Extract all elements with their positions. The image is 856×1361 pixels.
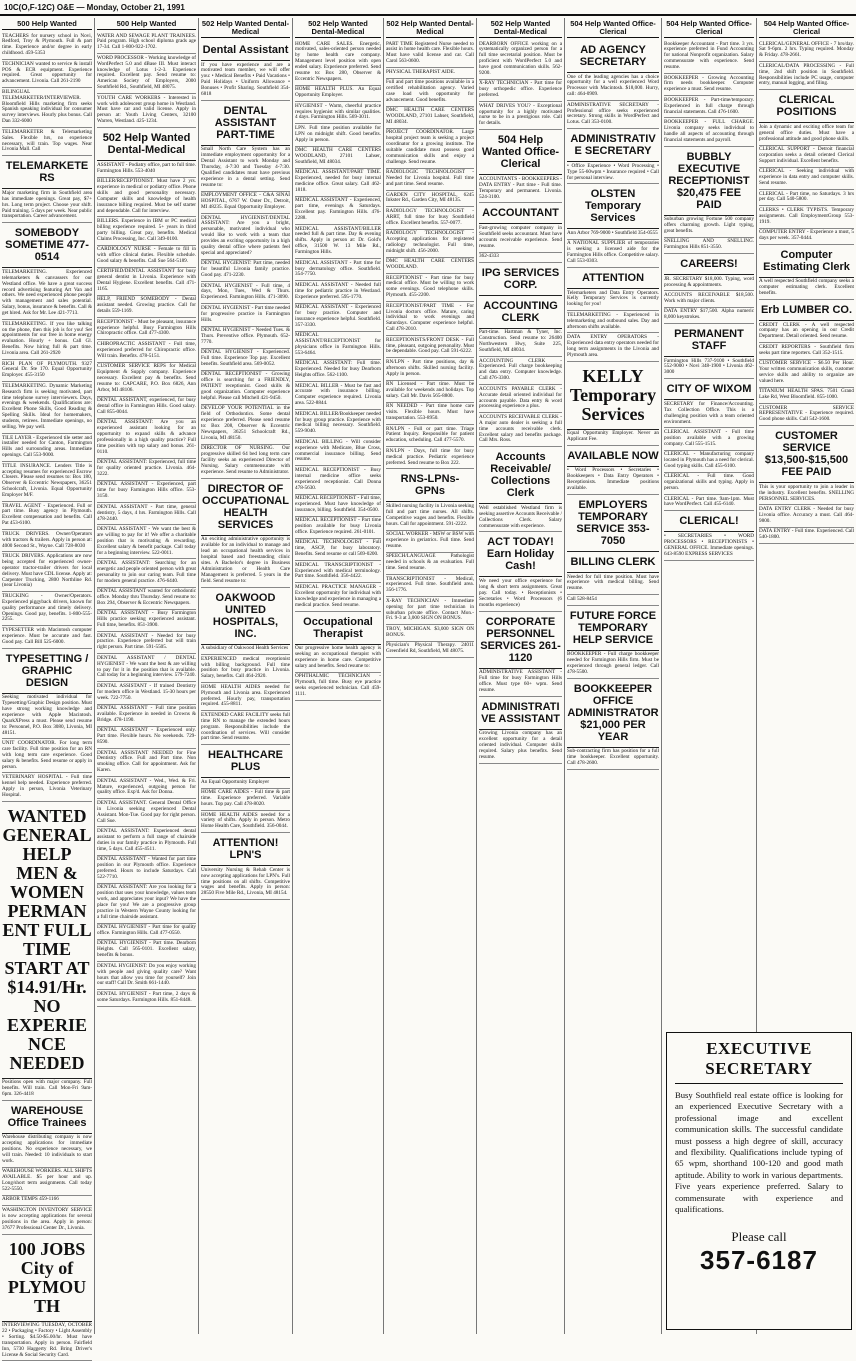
classified-ad: BILLER/RECEPTIONIST. Must have 2 yrs. experience in medical or podiatry office. Phone skills and good personality necessary. Computer skills and knowledge of health insurance billing required. Must be self starter and dependable. Call for interview. (97, 178, 196, 218)
classified-ad: Suburban growing Fortune 500 company offers charming growth. Light typing, great benefits. (664, 216, 754, 238)
classified-ad: Needed for full time position. Must have experience with medical billing. Send resume. (567, 573, 659, 595)
classified-ad: Major marketing firm in Southfield area has immediate openings. Great pay, $7+ hrs. Long term project. Choose your shift. Paid training. 5 days per week. Near public transportation. Career advancement. (2, 189, 92, 223)
classified-ad: PART TIME Registered Nurse needed to assist in home health care. Flexible hours. Must have valid license and car. Call Carol 563-0600. (386, 40, 474, 68)
classified-ad: WASHINGTON INVENTORY SERVICE is now accepting applications for several positions in the area. Apply in person: 37677 Professional Center Dr., Livonia. (2, 1206, 92, 1234)
classified-ad: OLSTEN Temporary Services (567, 184, 659, 229)
classified-ad: Seeking motivated individual for Typesetting/Graphic Design position. Must have strong working knowledge and experience with Apple Macintosh. QuarkXPress a must. Please send resume to: Personnel, P.O. Box 3080, Livonia, MI 48151. (2, 694, 92, 740)
classified-ad: LPN. Full time position available for LPN on midnight shift. Good benefits. Apply in person. (295, 124, 381, 146)
classified-ad: RADIOLOGY TECHNOLOGIST - ARRT, full time for busy Southfield office. Excellent benefits. 557-0077. (386, 207, 474, 229)
classified-ad: RN/LPN - Part time positions, day & afternoon shifts. Skilled nursing facility. Apply in person. (386, 358, 474, 380)
classified-ad: EXTENDED CARE FACILITY seeks full time RN to manage the extended hours program. Responsibilities include the coordination of services. Will consider part time. Send resume. (201, 711, 290, 745)
classified-ad: Accounts Receivable/ Collections Clerk (479, 447, 562, 504)
classified-ad: PHYSICAL THERAPIST AIDE. (386, 68, 474, 78)
classified-ad: HYGIENIST - Warm, cheerful practice requires hygienist with similar qualities. 4 days. Farmington Hills. 569-3011. (295, 102, 381, 124)
classified-ad: • Word Processors • Secretaries • Bookkeepers • Data Entry Operators • Receptionists. Immediate positions available. (567, 467, 659, 495)
classified-ad: WAREHOUSE Office Trainees (2, 1101, 92, 1134)
classified-ad: DENTAL ASSISTANT - If trained Dentistry for modern office in Westland. 15-30 hours per week. 722-7750. (97, 682, 196, 704)
classified-ad: DENTAL HYGIENIST - Part time needed for progressive practice in Farmington Hills. (201, 304, 290, 326)
classified-ad: CREDIT REPORTERS - Southfield firm seeks part time reporters. Call 352-1515. (759, 343, 854, 359)
ad-title: EXECUTIVE SECRETARY (675, 1039, 843, 1084)
classified-ad: Equal Opportunity Employer. Never an Applicant Fee. (567, 430, 659, 446)
classified-ad: HOME HEALTH AIDES needed for Plymouth and Livonia area. Experienced preferred. Hourly pay, transportation required. 455-8811. (201, 683, 290, 711)
classified-ad: • SECRETARIES • WORD PROCESSORS • RECEPTIONISTS • GENERAL OFFICE. Immediate openings. 643-8590 EXPRESS SERVICES (664, 532, 754, 560)
classified-ad: An Equal Opportunity Employer (201, 778, 290, 788)
classified-ad: DMC HEALTH CARE CENTERS WOODLAND. (386, 258, 474, 274)
classified-ad: DENTAL ASSISTANT - Full time position available. Experience in needed in Crowns & Bridge. 478-1190. (97, 705, 196, 727)
classified-ad: SOMEBODY SOMETIME 477-0514 (2, 223, 92, 268)
classified-ad: CUSTOMER SERVICE REPS for Medical Equipment & Supply company. Experience necessary. Excellent pay & benefits. Send resume to: CAPCARE, P.O. Box 6826, Ann Arbor, MI 48106. (97, 363, 196, 397)
classified-ad: CAREERS! (664, 254, 754, 275)
classified-ad: A NATIONAL SUPPLIER of temporaries is seeking a licensed aide for the Farmington Hills office. Competitive salary. Call 553-0303. (567, 240, 659, 268)
classified-ad: DENTAL HYGIENIST - Needed Tues. & Thurs. Preventive office. Plymouth. 652-7770. (201, 327, 290, 349)
classified-ad: DIRECTOR OF OCCUPATIONAL HEALTH SERVICES (201, 479, 290, 536)
column-heading: 504 Help Wanted Office-Clerical (567, 18, 659, 38)
ad-call-label: Please call (675, 1229, 843, 1245)
classified-ad: RICH PLAN OF PLYMOUTH. 9327 General Dr. Ste 170. Equal Opportunity Employer. 455-3150 (2, 360, 92, 382)
classified-ad: MEDICAL RECEPTIONIST - Busy internal medicine office seeks experienced receptionist. Call Donna 478-5630. (295, 466, 381, 494)
classified-ad: DENTAL HYGIENIST - Part time. Dearborn Heights. Call 565-0101. Excellent salary, benefits & bonus. (97, 940, 196, 962)
classified-ad: RADIOLOGY TECHNOLOGIST - Accepting applications for registered radiology technologist. Full time, midnight shift. 456-2000. (386, 230, 474, 258)
classified-ad: MEDICAL TECHNOLOGIST - Full time, ASCP, for busy laboratory. Benefits. Send resume or call 569-0200. (295, 539, 381, 561)
classified-ad: TELEMARKETING - Experienced in telemarketing and outbound sales. Day and afternoon shifts available. (567, 311, 659, 333)
classified-ad: MEDICAL TRANSCRIPTIONIST - Experienced with medical terminology. Part time. Southfield. 356-4422. (295, 561, 381, 583)
classified-ad: OPHTHALMIC TECHNICIAN - Plymouth, full time. Busy eye practice seeks experienced technician. Call 459-1111. (295, 673, 381, 701)
classified-ad: Call 528-8454 (567, 595, 659, 605)
classified-ad: OAKWOOD UNITED HOSPITALS, INC. (201, 588, 290, 645)
column-heading: 500 Help Wanted (2, 18, 92, 30)
classified-ad: Well established Westland firm is seeking assertive Accounts Receivable / Collections Clerk. Salary commensurate with experience. (479, 504, 562, 532)
classified-ad: WAREHOUSE WORKERS. ALL SHIFTS AVAILABLE. $5 per hour and up. Long/short term assignments. Call today 522-5550. (2, 1168, 92, 1196)
classified-ad: SOCIAL WORKER - MSW or BSW with experience in geriatrics. Full time. Send resume. (386, 531, 474, 553)
classified-ad: TITANIUM HEALTH SPAS. 7501 Grand Lake Rd, West Bloomfield. 855-1000. (759, 388, 854, 404)
classified-ad: DENTAL ASSISTANT - Busy Farmington Hills practice seeking experienced assistant. Full time, benefits. 851-3900. (97, 610, 196, 632)
classified-ad: ACCOUNTS RECEIVABLE $18,500. Work with major clients. (664, 291, 754, 307)
classified-ad: CLERICAL/DATA PROCESSING - Full time, 2nd shift position in Southfield. Responsibilities include PC usage, computer entry, manual logging, and filing. (759, 62, 854, 90)
classified-ad: An exciting administrative opportunity is available for an individual to manage and lead an occupational health services in hospital based and freestanding clinic sites. A Bachelor's degree in Business Administration or Health Care Management is preferred. 5 years in the field. Send resume to: (201, 536, 290, 588)
ad-phone-number: 357-6187 (675, 1245, 843, 1276)
classified-ad: Telemarketers and Data Entry Operators. Kelly Temporary Services is currently looking for you! (567, 289, 659, 311)
classified-ad: EMPLOYERS TEMPORARY SERVICE 353-7050 (567, 495, 659, 552)
classified-ad: BOOKKEEPER - Part-time/temporary. Experienced in full charge through financial statements. Call 476-1600. (664, 96, 754, 118)
classified-ad: Skilled nursing facility in Livonia seeking full and part time nurses. All shifts. Competitive wages and benefits. Flexible hours. Call for appointment. 591-2222. (386, 502, 474, 530)
classified-ad: If you have experience and are a motivated team member, we will offer you: • Medical Benefits • Paid Vacations • Paid Holidays • Uniform Allowance • Bonuses • Profit Sharing. Southfield 354-6818 (201, 61, 290, 101)
column-1 (0, 18, 95, 1334)
column-heading: 502 Help Wanted Dental-Medical (479, 18, 562, 38)
classified-ad: DENTAL HYGIENIST - Part time for quality office. Farmington Hills. Call 477-0550. (97, 924, 196, 940)
classified-ad: Fast-growing computer company in Southfield seeks accountant. Must have accounts receivable experience. Send resume. (479, 224, 562, 252)
column-7 (565, 18, 662, 1334)
column-5 (384, 18, 477, 1334)
classified-ad: Physician's Physical Therapy. 24011 Greenfield Rd, Southfield, MI 48075. (386, 642, 474, 658)
classified-ad: ACCOUNTING CLERK - Experienced. Full charge bookkeeping and data entry. Computer knowledge. Call 476-3300. (479, 357, 562, 385)
classified-ad: WORD PROCESSOR - Working knowledge of WordPerfect 5.0 and dBase III. Must interact knowledge of Lotus 1-2-3. Experience required. Excellent pay. Send resume to: American Society of Employers, 2000 Southfield Rd., Southfield, MI 48075. (97, 54, 196, 94)
executive-secretary-ad (666, 1032, 852, 1330)
classified-ad: DENTAL RECEPTIONIST - Growing office is searching for a FRIENDLY, PATIENT receptionist. Good skills & good organization. Computer experience helpful. Please call Mitchell 421-9450. (201, 371, 290, 405)
classified-ad: RN Licensed - Part time. Must be available for weekends and holidays. Top salary. Call Mr. Davis 565-8800. (386, 381, 474, 403)
classified-ad: TECHNICIAN wanted to service & install POS & ECR equipment. Experience required. Great opportunity for advancement. Livonia. Call 261-2190 (2, 60, 92, 88)
classified-ad: TRUCK DRIVERS. Applications are now being accepted for experienced owner-operator tractor-trailer drivers for local delivery. Must have CDL license. Apply at: Carpenter Trucking, 2800 Northline Rd. (near Livonia) (2, 552, 92, 592)
classified-ad: ASSISTANT - Podiatry office, part to full time. Farmington Hills. 553-4040 (97, 161, 196, 177)
classified-ad: ACCOUNTS PAYABLE CLERK - Accurate detail oriented individual for accounts payable. Data entry & word processing experience a plus. (479, 385, 562, 413)
classified-ad: MEDICAL ASSISTANT/RECEPTIONIST for physicians office in Farmington Hills. 553-6464. (295, 332, 381, 360)
classified-ad: Ann Arbor 769-9000 • Southfield 354-0555 (567, 229, 659, 239)
classified-ad: A subsidiary of Oakwood Health Services (201, 645, 290, 655)
classified-ad: DENTAL ASSISTANT - Needed for busy practice. Experience preferred but will train right person. Part time. 591-5505. (97, 632, 196, 654)
classified-ad: CUSTOMER SERVICE - $6.50 Per Hour. Your written communication skills, customer service skills and ability to organize are valued here. (759, 360, 854, 388)
classified-ad: BOOKKEEPER - FULL CHARGE. Livonia company seeks individual to handle all aspects of accounting through financial statements and payroll. (664, 118, 754, 146)
classified-ad: Full and part time positions available in a certified rehabilitation agency. Varied case load with opportunity for advancement. Good benefits. (386, 79, 474, 107)
classified-ad: DENTAL ASSISTANT: Experienced dental assistant to perform a full range of chairside duties in our family practice in Plymouth. Full time, 5 days. Call 455-4511. (97, 827, 196, 855)
column-heading: 502 Help Wanted Dental-Medical (386, 18, 474, 38)
classified-ad: MEDICAL ASSISTANT - Needed full time for pediatric practice in Westland. Experience preferred. 595-1770. (295, 281, 381, 303)
column-heading: 504 Help Wanted Office-Clerical (664, 18, 754, 38)
classified-ad: Positions open with major company. Full benefits. Will train. Call Mon-Fri 9am-6pm. 326-4418 (2, 1079, 92, 1101)
classified-ad: CLERICAL/GENERAL OFFICE - 7 hrs/day. Sat 9-6pm. 2 hrs. Typing required. Monday & Friday. 478-2661. (759, 40, 854, 62)
classified-ad: DENTAL ASSISTANT - Experienced only. Part time. Flexible hours. No weekends. 729-8590. (97, 727, 196, 749)
classified-ad: TYPESETTER with Macintosh computer experience. Must be accurate and fast. Good pay. Call Bill 525-6000. (2, 626, 92, 648)
classified-ad: ARBOR TEMPS 459-1166 (2, 1196, 92, 1206)
classified-ad: CLERICAL - Manufacturing company located in Plymouth has a need for clerical. Good typing skills. Call 455-6100. (664, 451, 754, 473)
classified-ad: IPG SERVICES CORP. (479, 263, 562, 296)
classified-ad: TYPESETTING / GRAPHIC DESIGN (2, 649, 92, 694)
column-6 (477, 18, 565, 1334)
classified-ad: CITY OF WIXOM (664, 379, 754, 400)
classified-ad: CLERICAL ASSISTANT - Full time position available with a growing company. Call 555-1515. (664, 428, 754, 450)
classified-ad: DMC HEALTH CARE CENTERS WOODLAND, 27101 Lahser, Southfield, MI 48034. (386, 107, 474, 129)
classified-ad: A well respected Southfield company seeks a computer estimating clerk. Excellent benefits. (759, 278, 854, 300)
classified-ad: BILLING CLERK (567, 552, 659, 573)
classified-ad: DENTAL ASSISTANT wanted for orthodontic office. Monday thru Thursday. Send resume to: Box 294, Observer & Eccentric Newspapers. (97, 588, 196, 610)
classified-ad: BILLERS. Experience in IBM or PC medical billing experience required. 5+ years in third party billing. Great pay, benefits. Medical Claims Processing, Inc. Call 349-0100. (97, 217, 196, 245)
classified-ad: HOME CARE SALES. Energetic, motivated, sales-oriented person needed by home health care company. Management level position with open ended salary. Experience preferred. Send resume to: Box 280, Observer & Eccentric Newspapers. (295, 40, 381, 86)
classified-ad: University Nursing & Rehab Center is now accepting applications for LPN's. Full time positions on all shifts. Competitive wages and benefits. Apply in person: 28550 Five Mile Rd., Livonia, MI 48154. (201, 866, 290, 900)
classified-ad: RECEPTIONIST - Must be pleasant, insurance experience helpful. Busy Farmington Hills Chiropractic office. Call 477-4300. (97, 318, 196, 340)
classified-ad: MEDICAL ASSISTANT/PART TIME. Experienced, needed for busy internal medicine office. Great salary. Call 462-1818. (295, 169, 381, 197)
classified-ad: CARDIOLOGY NURSE - Female to fill in with office clinical duties. Flexible schedule. Good salary & benefits. Call Sue 564-5189. (97, 246, 196, 268)
classified-ad: One of the leading agencies has a choice opportunity for a well experienced Word Processor with Macintosh. $18,000. Hurry, call: 464-0909. (567, 73, 659, 101)
column-4 (293, 18, 384, 1334)
classified-ad: YOUTH CARE WORKERS - Interested in work with adolescent group home in Westland. Must have car and valid license. Apply in person at: Youth Living Centers, 32100 Warren, Westland. 425-1234. (97, 94, 196, 128)
classified-ad: RN NEEDED - Part time home care visits. Flexible hours. Must have transportation. 553-8950. (386, 403, 474, 425)
classified-ad: DENTAL ASSISTANT - Part time, general dentistry, 5 days, 4 hrs. Farmington Hills. Call 478-2440. (97, 503, 196, 525)
ad-body: Busy Southfield real estate office is looking for an experienced Executive Secretary with a professional image and excellent communication skills. The successful candidate must possess a high degree of skill, accuracy and flexibility. Qualifications include typing of 65 wpm, shorthand 100-120 and good math aptitude. Ability to work in various departments. Five years experience preferred. Salary to commensurate with experience and qualifications. (675, 1090, 843, 1215)
classified-ad: DENTAL HYGIENIST - Experienced. Full time. Experience Top pay. Excellent benefits. Southfield area. 569-0052. (201, 349, 290, 371)
column-heading: 502 Help Wanted Dental-Medical (295, 18, 381, 38)
classified-ad: Warehouse distributing company is now accepting applications for immediate positions. No experience necessary, we will train. Needed: 10 individuals to start work. (2, 1134, 92, 1168)
classified-ad: CLERICAL POSITIONS (759, 90, 854, 123)
classified-ad: ADMINISTRATIVE SECRETARY - Professional office seeks experienced secretary. Strong skills in WordPerfect and Lotus. Call 353-0100. (567, 101, 659, 129)
classified-ad: TELEMARKETER & Telemarketing Sales. Flexible hrs, no experience necessary, will train. Top wages. Near Livonia Mall. Call (2, 128, 92, 156)
classified-ad: BUBBLY EXECUTIVE RECEPTIONIST $20,475 FEE PAID (664, 147, 754, 216)
classified-ad: CLERICAL! (664, 511, 754, 532)
column-heading: 504 Help Wanted Office-Clerical (759, 18, 854, 38)
classified-ad: TELEMARKETING. Experienced telemarketers & canvassers for our Westland office. We have a great success record advertising featuring Art Van and others. We need experienced phone people with management and sales potential. Salary, bonus, insurance & benefits. Call & get hired. Ask for Mr. Lee 421-7713. (2, 268, 92, 320)
classified-ad: DENTAL HYGIENIST: Do you enjoy working with people and giving quality care? Want hours that allow you time for yourself? Join our staff! Call Dr. Smith 661-1440. (97, 962, 196, 990)
classified-ad: DATA ENTRY CLERK - Needed for busy Livonia office. Accuracy a must. Call 464-9800. (759, 505, 854, 527)
classified-ad: Dental Assistant (201, 40, 290, 61)
classified-ad: PROJECT COORDINATOR. Large hospital project team is seeking a project coordinator for a growing institute. The suitable candidate must possess good communication skills and enjoy a challenge. Send resume. (386, 129, 474, 169)
classified-ad: TRAVEL AGENT - Experienced. Full or part time. Busy agency in Plymouth. Excellent compensation and benefits. Call Pat 453-6100. (2, 502, 92, 530)
classified-ad: ATTENTION (567, 268, 659, 289)
classified-ad: ACCOUNTANT (479, 203, 562, 224)
classified-ad: CLERICAL - Part time. 9am-1pm. Must have WordPerfect. Call 455-6140. (664, 495, 754, 511)
classified-ad: MEDICAL ASSISTANT/BILLER needed full & part time. Day & evening shifts. Apply in person at: Dr. Gold's office, 31500 W. 13 Mile Rd., Farmington Hills. (295, 225, 381, 259)
classified-ad: Join a dynamic and exciting office team for general office duties. Must have a professional attitude and good phone skills. (759, 123, 854, 145)
column-heading: 502 Help Wanted Dental-Medical (201, 18, 290, 38)
classified-ad: RADIOLOGIC TECHNOLOGIST - Needed for Livonia hospital. Full time and part time. Send resume. (386, 169, 474, 191)
classified-ad: DATA ENTRY OPERATORS - Experienced data entry operators needed for long term assignments in the Livonia and Plymouth area. (567, 333, 659, 361)
classified-ad: ADMINISTRATIVE SECRETARY (567, 129, 659, 162)
classified-ad: EXPERIENCED medical receptionist with billing background. Full time position for busy practice in Livonia. Salary, benefits. Call 464-2920. (201, 655, 290, 683)
classified-ad: DENTAL ASSISTANT - Wanted for part time position in our Plymouth office. Experience preferred. Hours to include Saturdays. Call 522-7710. (97, 856, 196, 884)
classified-ad: PERMANENT STAFF (664, 324, 754, 357)
classified-ad: WATER AND SEWAGE PLANT TRAINEES. Paid program. High school diploma grads age 17-34. Call 1-800-922-1702. (97, 32, 196, 54)
classified-ad: GARDEN CITY HOSPITAL, 6245 Inkster Rd., Garden City, MI 48135. (386, 191, 474, 207)
classified-ad: Computer Estimating Clerk (759, 245, 854, 278)
classified-ad: Part-time. Hartman & Tyner, Inc. Construction. Send resume to: 26400 Northwestern Hwy, Suite 225, Southfield, MI 48034. (479, 329, 562, 357)
classified-ad: ACCOUNTING CLERK (479, 296, 562, 329)
classified-ad: DATA ENTRY $17,500. Alpha numeric 8,000 keystrokes. (664, 308, 754, 324)
classified-ad: DENTAL ASSISTANT: Are you an experienced assistant looking for an opportunity to expand skills & advance professionally in a high quality practice? Full time position with top salary and bonus. 261-0110. (97, 419, 196, 459)
classified-ad: Bookkeeper Accountant - Part time. 3 yrs. experience preferred in Fund Accounting for national Nonprofit organization. Salary commensurate with experience. Send resume. (664, 40, 754, 74)
classified-ad: CERTIFIED/DENTAL ASSISTANT for busy general dentist in Livonia. Experience with Dental Hygiene. Excellent benefits. Call 471-1165. (97, 268, 196, 296)
classified-ad: MEDICAL BILLER - Must be fast and accurate with insurance billing. Computer experience required. Livonia area. 522-8844. (295, 382, 381, 410)
classified-ad: MEDICAL ASSISTANT: Full time. Experienced. Needed for busy Dearborn Heights office. 562-1100. (295, 360, 381, 382)
classified-ad: CLERICAL - Part time, no Saturdays. 3 hrs per day. Call 540-5800. (759, 190, 854, 206)
classified-ad: MEDICAL BILLER/Bookkeeper needed for busy group practice. Experience with medical billing necessary. Southfield. 559-9040. (295, 410, 381, 438)
classified-ad: DENTAL ASSISTANT PART-TIME (201, 101, 290, 146)
classified-ad: DEARBORN OFFICE working on a systematically organized person for a full time secretarial position. Must be proficient with WordPerfect 5.0 and have good communication skills. 562-9200. (479, 40, 562, 80)
classified-ad: 504 Help Wanted Office-Clerical (479, 130, 562, 175)
classified-ad: VETERINARY HOSPITAL - Full time kennel help needed. Experience preferred. Apply in person, Livonia Veterinary Hospital. (2, 773, 92, 801)
classified-ad: SPEECH/LANGUAGE Pathologist needed in schools & an evaluation. Full time. Send resume. (386, 553, 474, 575)
classified-ad: MEDICAL PRACTICE MANAGER - Excellent opportunity for individual with knowledge and experience in managing a medical practice. Send resume. (295, 583, 381, 611)
column-heading: 500 Help Wanted (97, 18, 196, 30)
classified-ad: Small North Care System has an immediate employment opportunity for a Dental Assistant to work Monday and Thursday, 4-7:30 and Tuesday 4-7:30. Qualified candidates must have previous experience in a dental setting. Send resume to: (201, 146, 290, 192)
classified-ad: This is your opportunity to join a leader in the industry. Excellent benefits. SNELLING PERSONNEL SERVICES. (759, 483, 854, 505)
classified-ad: MEDICAL ASSISTANT - Experienced, part time, evenings & Saturdays. Excellent pay. Farmington Hills. 476-2288. (295, 197, 381, 225)
classified-ad: HOME HEALTH PLUS. An Equal Opportunity Employer. (295, 86, 381, 102)
classified-ad: TRUCK DRIVERS. Owner/Operators with tractors & trailers. Apply in person at: 4000 Second St., Wayne. Call 728-8030 (2, 530, 92, 552)
classified-ad: DENTAL ASSISTANT: Are you looking for a position that uses your knowledge, values team work, and appreciates your input? We have the place for you! We are a progressive group practice in Western Wayne County looking for a full time chairside assistant. (97, 884, 196, 924)
classified-ad: AD AGENCY SECRETARY (567, 40, 659, 73)
classified-ad: HELP, FRIEND SOMEBODY - Dental assistant needed. Growing practice. Call for details 559-1169. (97, 296, 196, 318)
classified-ad: RNS-LPNs-GPNs (386, 469, 474, 502)
classified-ad: Occupational Therapist (295, 612, 381, 645)
classified-ad: TELEMARKETING. Dynamic Marketing Research firm is seeking motivated, part time telephone survey interviewers. Days, evenings & weekends. Qualifications are: Excellent Phone Skills, Good Reading & Spelling Skills. Ideal for homemakers, students, retirees. Immediate openings, no selling. We pay well. (2, 382, 92, 434)
classified-ad: MEDICAL ASSISTANT - Part time for busy dermatology office. Southfield. 354-7750. (295, 259, 381, 281)
classified-ad: CLERICAL - Seeking individual with experience in data entry and computer skills. Send resume. (759, 168, 854, 190)
classified-ad: TRUCKING - Owner/Operators. Experienced piggyback drivers, known for quality performance and timely delivery. Openings. Good pay, benefits. 1-800-555-2255. (2, 592, 92, 626)
classified-ad: 502 Help Wanted Dental-Medical (97, 128, 196, 161)
classified-ad: JR. SECRETARY $18,000. Typing, word processing & appointments. (664, 275, 754, 291)
classified-ad: CLERICAL SUPPORT - Detroit financial corporation seeks a detail oriented Clerical Support individual. Excellent benefits. (759, 146, 854, 168)
classified-ad: DENTAL ASSISTANT NEEDED for Fine Dentistry office. Full and Part time. Non smoking office. Call for appointment. Ask for Karen. (97, 749, 196, 777)
classified-ad: DENTAL ASSISTANT - Wed., Wed. & Fri. Mature, experienced, outgoing person for quality office. Exp'd. Ask for Donna. (97, 777, 196, 799)
classified-ad: Erb LUMBER CO. (759, 300, 854, 321)
classified-ad: CORPORATE PERSONNEL SERVICES 261-1120 (479, 612, 562, 669)
classified-ad: AVAILABLE NOW (567, 446, 659, 467)
classified-ad: ACCOUNTS RECEIVABLE CLERK - A major auto dealer is seeking a full time accounts receivable clerk. Excellent salary and benefits package. Call Mrs. Ross. (479, 413, 562, 447)
classified-ad: SECRETARY for Finance/Accounting. Tax Collection Office. This is a challenging position with a team oriented environment. (664, 400, 754, 428)
classified-ad: ADMINISTRATIVE ASSISTANT - Full time for busy Farmington Hills office. Must type 60+ wpm. Send resume. (479, 669, 562, 697)
classified-ad: DENTAL HYGIENIST/DENTAL ASSISTANT: Are you a bright, personable, motivated individual who would like to work with a team that provides an exciting opportunity in a high quality dental office where patients feel special and appreciated? (201, 214, 290, 260)
classified-ad: TRANSCRIPTIONIST - Medical, experienced. Full time. Southfield area. 356-1776. (386, 575, 474, 597)
classified-ad: Farmington Hills 737-9100 • Southfield 552-9000 • Novi 348-1900 • Livonia 462-3000 (664, 357, 754, 379)
classified-ad: COMPUTER ENTRY - Experience a must, 5 days per week. 357-0444. (759, 229, 854, 245)
classified-ad: MEDICAL BILLING - Will consider experience with Medicare, Blue Cross, commercial insurance billing. Send resume. (295, 438, 381, 466)
classified-ad: DIRECTOR OF NURSING. Our progressive skilled 64 bed long term care facility seeks an experienced Director of Nursing. Salary commensurate with experience. Send resume to Administrator. (201, 445, 290, 479)
column-3 (199, 18, 293, 1334)
classified-ad: RN/LPN - Full or part time. Triage Patient Inquiry. Responsible for patient education, scheduling. Call 477-5570. (386, 425, 474, 447)
classified-ad: DENTAL ASSISTANT. General Dental Office in Livonia seeking experienced Dental Assistant. Mon-Tue. Good pay for right person. Call Sue. (97, 799, 196, 827)
classified-ad: DENTAL ASSISTANT: Experienced, full time for quality oriented practice. Livonia. 464-3222. (97, 459, 196, 481)
column-2 (95, 18, 199, 1334)
classified-ad: HEALTHCARE PLUS (201, 745, 290, 778)
classified-ad: SNELLING AND SNELLING. Farmington Hills 851-3550. (664, 238, 754, 254)
classified-ad: BOOKKEEPER - Full charge bookkeeper needed for Farmington Hills firm. Must be experienced through general ledger. Call 478-5500. (567, 651, 659, 679)
classified-ad: BILINGUAL TELEMARKETER/INTERVIEWER. Bloomfield Hills marketing firm seeks Spanish speaking individual for consumer survey interviews. Hourly plus bonus. Call Dan 332-6000 (2, 88, 92, 128)
classified-ad: TELEMARKETERS (2, 156, 92, 189)
classified-ad: CLERICAL - Full time. Good organizational skills and typing. Apply in person. (664, 473, 754, 495)
classified-ad: RECEPTIONISTS/FRONT DESK - Full time, pleasant, outgoing personality. Must be dependable. Good pay. Call 591-6222. (386, 336, 474, 358)
classified-ad: MEDICAL ASSISTANT - Experienced for busy practice. Computer and insurance experience helpful. Southfield. 357-3330. (295, 304, 381, 332)
classified-ad: CREDIT CLERK - A well respected company has an opening in our Credit Department. Detail oriented. Send resume. (759, 321, 854, 343)
classified-ad: TEACHERS for nursery school in Novi, Redford, Troy & Plymouth. Full & part time. Experience and/or degree in early childhood. 459-5353 (2, 32, 92, 60)
classified-ad: DENTAL ASSISTANT - Experienced, part time for busy Farmington Hills office. 553-3150. (97, 481, 196, 503)
classified-ad: 362-4333 (479, 253, 562, 263)
classified-ad: INTERVIEWING TUESDAY, OCTOBER 22 • Packaging • Factory • Light Assembly • Sorting. $4.50-$5.00/hr. Must have transportation. Apply in person. Fairfield Inn, 5730 Haggerty Rd. Bring Driver's License & Social Security Card. (2, 1322, 92, 1361)
classified-ad: CUSTOMER SERVICE $13,500-$15,500 FEE PAID (759, 426, 854, 483)
classified-ad: DEVELOP YOUR POTENTIAL in the field of Orthodontics. Some dental experience preferred. Please send resume to: Box 208, Observer & Eccentric Newspapers, 36251 Schoolcraft Rd., Livonia, MI 48150. (201, 405, 290, 445)
classified-ad: CUSTOMER SERVICE REPRESENTATIVE - Experience required. Good phone skills. Call 542-1600. (759, 404, 854, 426)
classified-ad: MEDICAL RECEPTIONIST - Part time position available for busy Livonia office. Experience required. 261-0101. (295, 517, 381, 539)
classified-ad: We need your office experience for long & short term assignments. Great pay. Call today. • Receptionists • Secretaries • Word Processors (6 months experience) (479, 577, 562, 611)
classified-ad: BOOKKEEPER OFFICE ADMINISTRATOR $21,000 PER YEAR (567, 679, 659, 748)
classified-ad: RN/LPN - Days, full time for busy medical practice. Pediatric experience preferred. Send resume to Box 222. (386, 447, 474, 469)
classified-ad: DENTAL HYGIENIST - Full time, 4 days, Mon, Tues, Wed & Thurs. Experienced. Farmington Hills. 471-3090. (201, 282, 290, 304)
classified-ad: RECEPTIONIST/PART TIME - For Livonia doctors office. Mature, caring individual to work evenings and Saturdays. Computer experience helpful. Call 478-2010. (386, 302, 474, 336)
classified-ad: WANTED GENERAL HELP MEN & WOMEN PERMANENT FULL TIME START AT $14.91/Hr. NO EXPERIENCE NEEDED (2, 802, 92, 1079)
classified-ad: TROY, MICHIGAN. $3,000 SIGN ON BONUS. (386, 625, 474, 641)
page-masthead: 10C(O,F-12C) O&E — Monday, October 21, 1991 (0, 0, 856, 16)
classified-ad: CHIROPRACTIC ASSISTANT - Full time, experienced preferred for Chiropractic office. Will train. Benefits. 478-5151. (97, 340, 196, 362)
classified-ad: TILE LAYER - Experienced tile setter and installer needed for Canton, Farmington Hills and surrounding areas. Immediate openings. Call 553-9000. (2, 434, 92, 462)
classified-ad: MEDICAL RECEPTIONIST - Full time, experienced. Must have knowledge of insurance, billing. Southfield. 354-0500. (295, 495, 381, 517)
classified-ad: FUTURE FORCE TEMPORARY HELP SERVICE (567, 606, 659, 651)
classified-ad: Sub-contracting firm has position for a full time bookkeeper. Excellent opportunity. Call 478-2600. (567, 748, 659, 770)
classified-ad: X-RAY TECHNICIAN - Part time for busy orthopedic office. Experience preferred. (479, 80, 562, 102)
classified-ad: DENTAL HYGIENIST - Part time, 2 days & some Saturdays. Farmington Hills. 851-8448. (97, 990, 196, 1006)
classified-ad: TITLE INSURANCE. Lenders Title is accepting resumes for experienced Escrow Closers. Please send resumes to: Box 180, Observer & Eccentric Newspapers, 36251 Schoolcraft, Livonia. Equal Opportunity Employer M/F. (2, 462, 92, 502)
classified-ad: ACCOUNTANTS - BOOKKEEPERS - DATA ENTRY - Part time - Full time. Temporary and permanent. Livonia. 524-3100. (479, 175, 562, 203)
classified-ad: 100 JOBS City of PLYMOUTH (2, 1235, 92, 1322)
classified-ad: EMPLOYMENT OFFICE - C&A SINAI HOSPITAL, 6767 W. Outer Dr., Detroit, MI 48235. Equal Opportunity Employer. (201, 192, 290, 214)
classified-ad: RECEPTIONIST - Part time for busy medical office. Must be willing to work some evenings. Good telephone skills. Plymouth. 455-2200. (386, 274, 474, 302)
classified-ad: UNIT COORDINATOR. For long term care facility. Full time position for an RN with long term care experience. Good salary & benefits. Send resume or apply in person. (2, 739, 92, 773)
classified-ad: TELEMARKETING. If you like talking on the phone, then this job is for you! Set appointments for our free in home energy evaluation. Hourly + bonus. Call Gl. Benefits. Now hiring full & part time. Livonia area. Call 261-2920 (2, 320, 92, 360)
classified-ad: ATTENTION! LPN'S (201, 833, 290, 866)
classified-ad: DENTAL ASSISTANT - We want the best & are willing to pay for it! We offer a charitable position that is motivating & rewarding. Excellent salary & benefit package. Call today for a beginning interview. 522-0011. (97, 525, 196, 559)
classified-ad: HOME HEALTH AIDES needed for a variety of shifts. Apply in person. Metro Home Health Care, Southfield. 356-0044. (201, 811, 290, 833)
classified-ad: X-RAY TECHNICIAN - Immediate opening for part time technician in suburban private office. Contact Mon.-Fri. 9-3 at 3,000 SIGN ON BONUS. (386, 597, 474, 625)
classified-ad: ADMINISTRATIVE ASSISTANT (479, 697, 562, 730)
classified-ad: CLERKS • CLERK TYPISTS. Temporary assignments. Call EmploymentGroup 553-1919. (759, 206, 854, 228)
classified-ad: HOME CARE AIDES - Full time & part time. Experience preferred. Variable hours. Top pay. Call 478-8020. (201, 789, 290, 811)
classified-ad: DENTAL ASSISTANT, experienced, for busy dental office in Farmington Hills. Good salary. Call 855-0044. (97, 397, 196, 419)
classified-ad: DENTAL ASSISTANT / DENTAL HYGIENIST - We want the best & are willing to pay for it in the position that is available. Call today for a beginning interview. 579-7240. (97, 654, 196, 682)
classified-ad: ACT TODAY! Earn Holiday Cash! (479, 532, 562, 577)
classified-ad: DENTAL HYGIENIST: Part time, needed for beautiful Livonia family practice. Good pay. 471-2230. (201, 260, 290, 282)
classified-ad: WHAT DRIVES YOU? - Exceptional opportunity for a highly motivated nurse to be in a prestigious role. Call for details. (479, 102, 562, 130)
classified-ad: Our progressive home health agency is seeking an occupational therapist with experience in home care. Competitive salary and benefits. Send resume to: (295, 645, 381, 673)
classified-ad: • Office Experience • Word Processing • Type 55-60wpm • Insurance required • Call for personal interview. (567, 162, 659, 184)
classified-ad: DATA ENTRY - Full time. Experienced. Call 540-1800. (759, 528, 854, 544)
classified-ad: DENTAL ASSISTANT: Searching for an energetic and people oriented person with great personality to join our caring team. Full time for modern general practice. 476-6440. (97, 559, 196, 587)
classified-ad: Growing Livonia company has an excellent opportunity for a detail oriented individual. Computer skills required. Salary plus benefits. Send resume. (479, 730, 562, 764)
classified-ad: KELLY Temporary Services (567, 362, 659, 430)
classified-ad: BOOKKEEPER - Growing Accounting firm needs bookkeeper. Computer experience a must. Send resume. (664, 74, 754, 96)
classified-ad: DMC HEALTH CARE CENTERS WOODLAND, 27101 Lahser, Southfield, MI 48034. (295, 147, 381, 169)
